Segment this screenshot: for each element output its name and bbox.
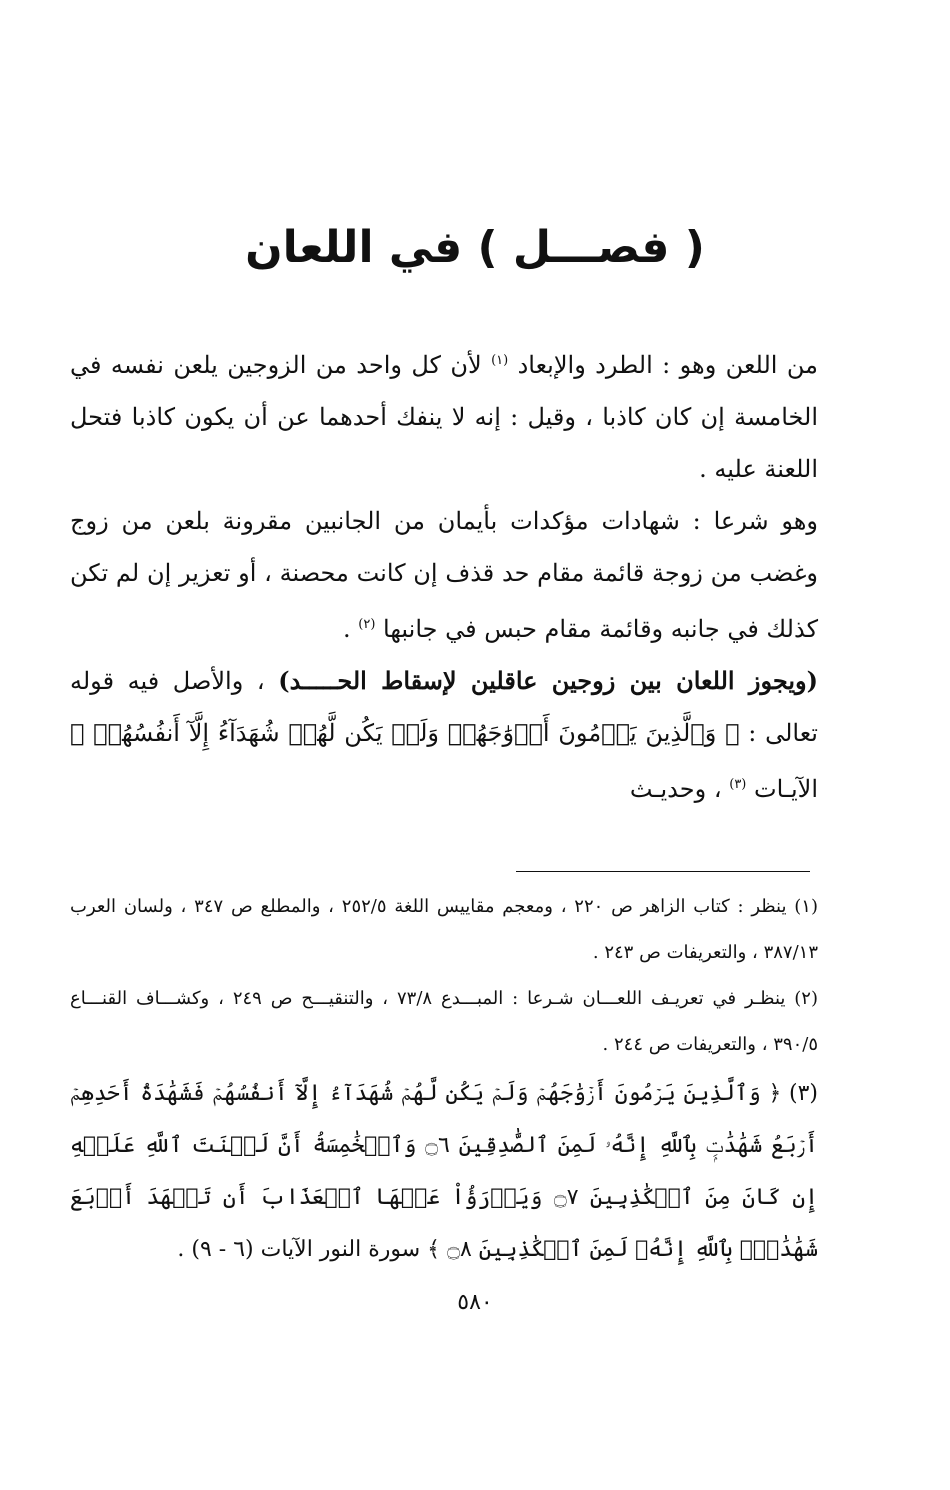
chapter-title: ( فصـــل ) في اللعان	[245, 222, 705, 273]
ruling-evidence-text: ، والأصل فيه قوله تعالى : ﴿ وَٱلَّذِينَ يَرۡمُونَ أَزۡوَٰجَهُمۡ وَلَمۡ يَكُن لَّهُمۡ شُهَدَآءُ إِلَّآ أَنفُسُهُمۡ ﴾ الآيـات	[70, 667, 818, 803]
ruling-matn-text: (ويجوز اللعان بين زوجين عاقلين لإسقاط الحـــــد)	[278, 666, 818, 695]
footnote-ref-1[interactable]: (١)	[491, 353, 509, 368]
ruling-continued: ، وحديـث	[629, 775, 722, 803]
footnote-2: (٢) ينظـر في تعريـف اللعـــان شـرعا : المبـــدع ٧٣/٨ ، والتنقيـــح ص ٢٤٩ ، وكشـــاف القنـــاع ٣٩٠/٥ ، والتعريفات ص ٢٤٤ .	[70, 988, 818, 1055]
footnote-ref-2[interactable]: (٢)	[358, 617, 376, 632]
page-number: ٥٨٠	[457, 1290, 493, 1315]
footnote-1: (١) ينظر : كتاب الزاهر ص ٢٢٠ ، ومعجم مقاييس اللغة ٢٥٢/٥ ، والمطلع ص ٣٤٧ ، ولسان العرب ٣٨٧/١٣ ، والتعريفات ص ٢٤٣ .	[70, 896, 818, 963]
sentence-end: .	[342, 615, 351, 643]
paragraph-ruling	[70, 655, 818, 815]
paragraph-definition-linguistic	[70, 335, 818, 495]
footnote-3: (٣) ﴿ وَٱلَّذِينَ يَرۡمُونَ أَزۡوَٰجَهُمۡ وَلَمۡ يَكُن لَّهُمۡ شُهَدَآءُ إِلَّآ أَنفُسُهُمۡ فَشَهَٰدَةُ أَحَدِهِمۡ أَرۡبَعُ شَهَٰدَٰتِۭ بِٱللَّهِ إِنَّهُۥ لَمِنَ ٱلصَّٰدِقِينَ ۝٦ وَٱلۡخَٰمِسَةُ أَنَّ لَعۡنَتَ ٱللَّهِ عَلَيۡهِ إِن كَانَ مِنَ ٱلۡكَٰذِبِينَ ۝٧ وَيَدۡرَؤُاْ عَنۡهَا ٱلۡعَذَابَ أَن تَشۡهَدَ أَرۡبَعَ شَهَٰدَٰتِۭ بِٱللَّهِ إِنَّهُۥ لَمِنَ ٱلۡكَٰذِبِينَ ۝٨ ﴾ سورة النور الآيات (٦ - ٩) .	[70, 1081, 818, 1262]
definition-continued: لأن كل واحد من الزوجين يلعن نفسه في الخامسة إن كان كاذبا ، وقيل : إنه لا ينفك أحدهما عن أن يكون كاذبا فتحل اللعنة عليه .	[70, 351, 818, 483]
paragraph-definition-legal	[70, 495, 818, 655]
main-text	[70, 335, 818, 815]
definition-text: من اللعن وهو : الطرد والإبعاد	[517, 351, 818, 379]
footnote-divider	[516, 871, 810, 872]
legal-definition-text: وهو شرعا : شهادات مؤكدات بأيمان من الجانبين مقرونة بلعن من زوج وغضب من زوجة قائمة مقام حد قذف إن كانت محصنة ، أو تعزير إن لم تكن كذلك في جانبه وقائمة مقام حبس في جانبها	[70, 507, 818, 643]
footnotes-section	[70, 884, 818, 1276]
footnote-ref-3[interactable]: (٣)	[729, 777, 747, 792]
